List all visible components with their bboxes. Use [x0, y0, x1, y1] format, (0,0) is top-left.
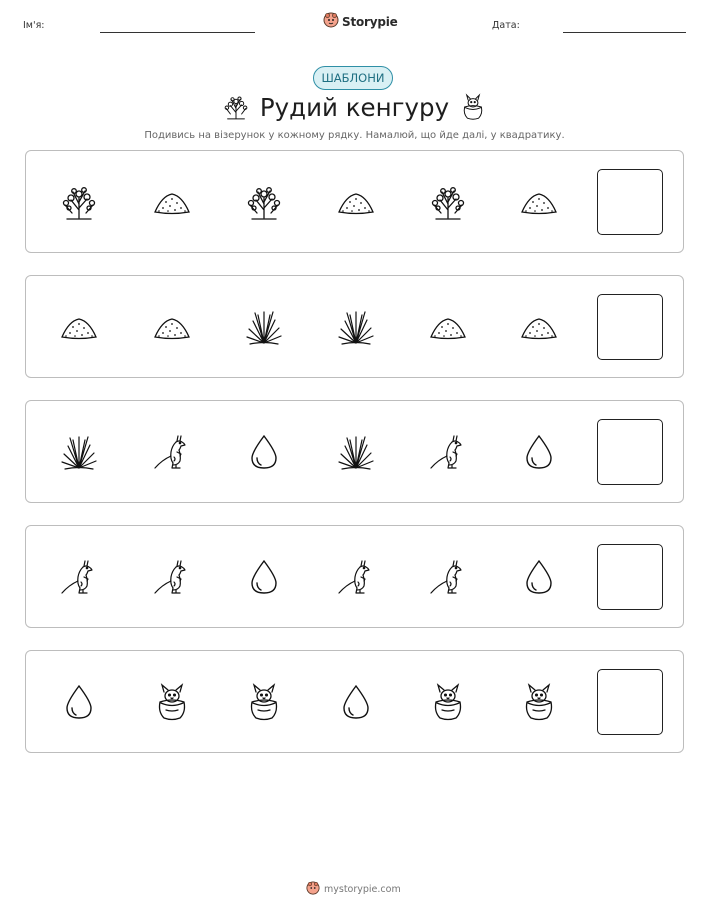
instructions: Подивись на візерунок у кожному рядку. Намалюй, що йде далі, у квадратику.: [144, 130, 565, 141]
brand-logo: [323, 12, 398, 32]
pattern-row-5: [25, 650, 684, 753]
kangaroo-icon: [152, 557, 192, 597]
page-title: Рудий кенгуру: [259, 93, 450, 122]
sand-mound-icon: [519, 182, 559, 222]
sand-mound-icon: [519, 307, 559, 347]
grass-icon: [244, 307, 284, 347]
answer-box[interactable]: [597, 669, 663, 735]
bush-icon: [59, 182, 99, 222]
kangaroo-icon: [428, 432, 468, 472]
kangaroo-icon: [428, 557, 468, 597]
pattern-row-4: [25, 525, 684, 628]
joey-in-pouch-icon: [459, 93, 487, 121]
answer-box[interactable]: [597, 419, 663, 485]
name-label: Ім'я:: [23, 20, 45, 31]
water-drop-icon: [336, 682, 376, 722]
answer-box[interactable]: [597, 544, 663, 610]
category-badge: ШАБЛОНИ: [313, 66, 393, 90]
pattern-row-1: [25, 150, 684, 253]
storypie-mascot-icon: [323, 12, 339, 32]
sand-mound-icon: [428, 307, 468, 347]
joey-in-pouch-icon: [428, 682, 468, 722]
water-drop-icon: [519, 432, 559, 472]
water-drop-icon: [59, 682, 99, 722]
kangaroo-icon: [59, 557, 99, 597]
water-drop-icon: [519, 557, 559, 597]
water-drop-icon: [244, 557, 284, 597]
footer: [306, 880, 401, 899]
pattern-row-3: [25, 400, 684, 503]
kangaroo-icon: [152, 432, 192, 472]
kangaroo-icon: [336, 557, 376, 597]
date-label: Дата:: [492, 20, 520, 31]
bush-icon: [244, 182, 284, 222]
sand-mound-icon: [59, 307, 99, 347]
grass-icon: [336, 307, 376, 347]
date-field-line[interactable]: [563, 32, 686, 33]
storypie-mascot-icon: [306, 880, 320, 899]
pattern-row-2: [25, 275, 684, 378]
joey-in-pouch-icon: [519, 682, 559, 722]
sand-mound-icon: [336, 182, 376, 222]
footer-url: mystorypie.com: [324, 884, 401, 895]
brand-name: Storypie: [342, 15, 398, 29]
bush-icon: [428, 182, 468, 222]
sand-mound-icon: [152, 182, 192, 222]
joey-in-pouch-icon: [244, 682, 284, 722]
grass-icon: [59, 432, 99, 472]
answer-box[interactable]: [597, 169, 663, 235]
water-drop-icon: [244, 432, 284, 472]
name-field-line[interactable]: [100, 32, 255, 33]
grass-icon: [336, 432, 376, 472]
answer-box[interactable]: [597, 294, 663, 360]
joey-in-pouch-icon: [152, 682, 192, 722]
sand-mound-icon: [152, 307, 192, 347]
